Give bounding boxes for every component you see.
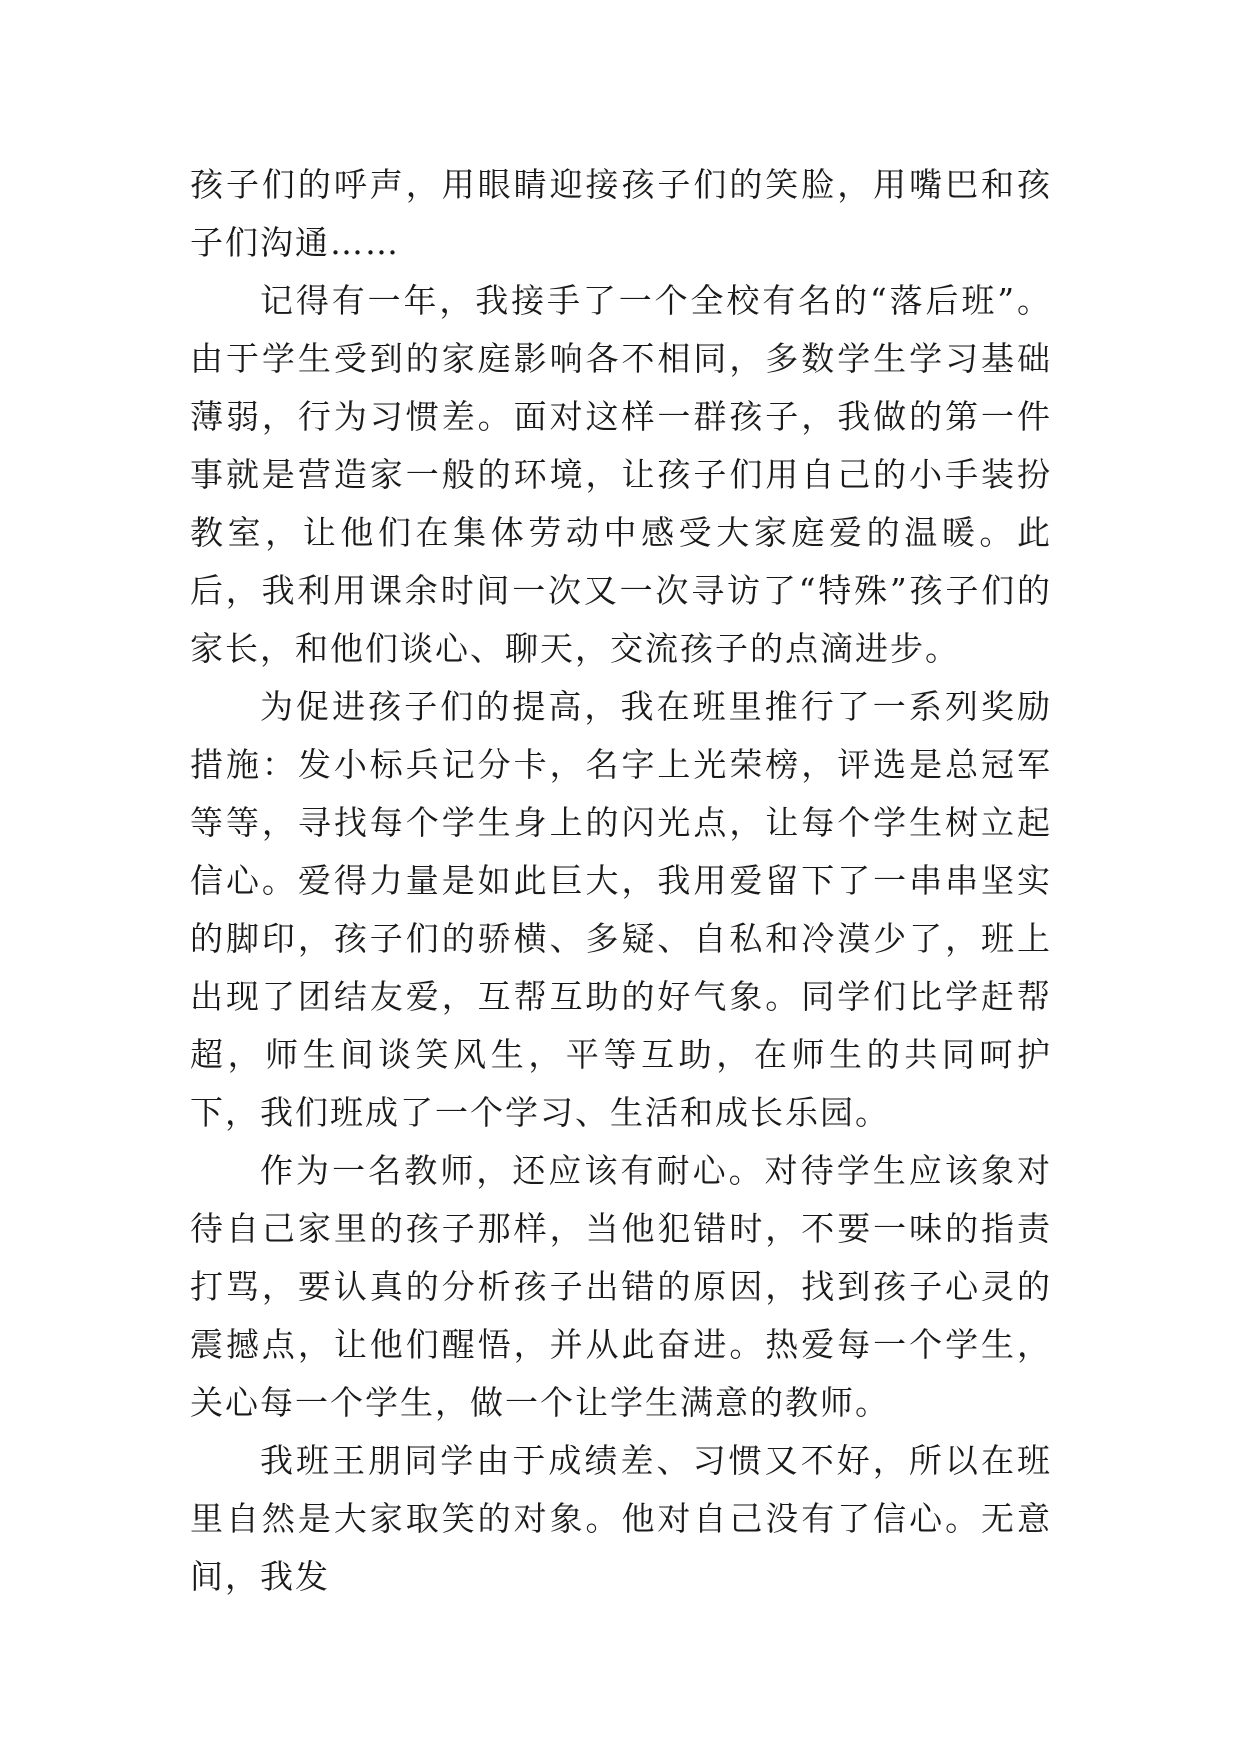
- document-body: [190, 156, 1052, 1606]
- paragraph: 记得有一年，我接手了一个全校有名的“落后班”。由于学生受到的家庭影响各不相同，多数学生学习基础薄弱，行为习惯差。面对这样一群孩子，我做的第一件事就是营造家一般的环境，让孩子们用自己的小手装扮教室，让他们在集体劳动中感受大家庭爱的温暖。此后，我利用课余时间一次又一次寻访了“特殊”孩子们的家长，和他们谈心、聊天，交流孩子的点滴进步。: [190, 281, 1052, 668]
- paragraph: 作为一名教师，还应该有耐心。对待学生应该象对待自己家里的孩子那样，当他犯错时，不要一味的指责打骂，要认真的分析孩子出错的原因，找到孩子心灵的震撼点，让他们醒悟，并从此奋进。热爱每一个学生，关心每一个学生，做一个让学生满意的教师。: [190, 1151, 1052, 1422]
- paragraph: 我班王朋同学由于成绩差、习惯又不好，所以在班里自然是大家取笑的对象。他对自己没有了信心。无意间，我发: [190, 1441, 1052, 1596]
- paragraph: 孩子们的呼声，用眼睛迎接孩子们的笑脸，用嘴巴和孩子们沟通……: [190, 165, 1052, 262]
- paragraph: 为促进孩子们的提高，我在班里推行了一系列奖励措施：发小标兵记分卡，名字上光荣榜，评选是总冠军等等，寻找每个学生身上的闪光点，让每个学生树立起信心。爱得力量是如此巨大，我用爱留下了一串串坚实的脚印，孩子们的骄横、多疑、自私和冷漠少了，班上出现了团结友爱，互帮互助的好气象。同学们比学赶帮超，师生间谈笑风生，平等互助，在师生的共同呵护下，我们班成了一个学习、生活和成长乐园。: [190, 687, 1052, 1132]
